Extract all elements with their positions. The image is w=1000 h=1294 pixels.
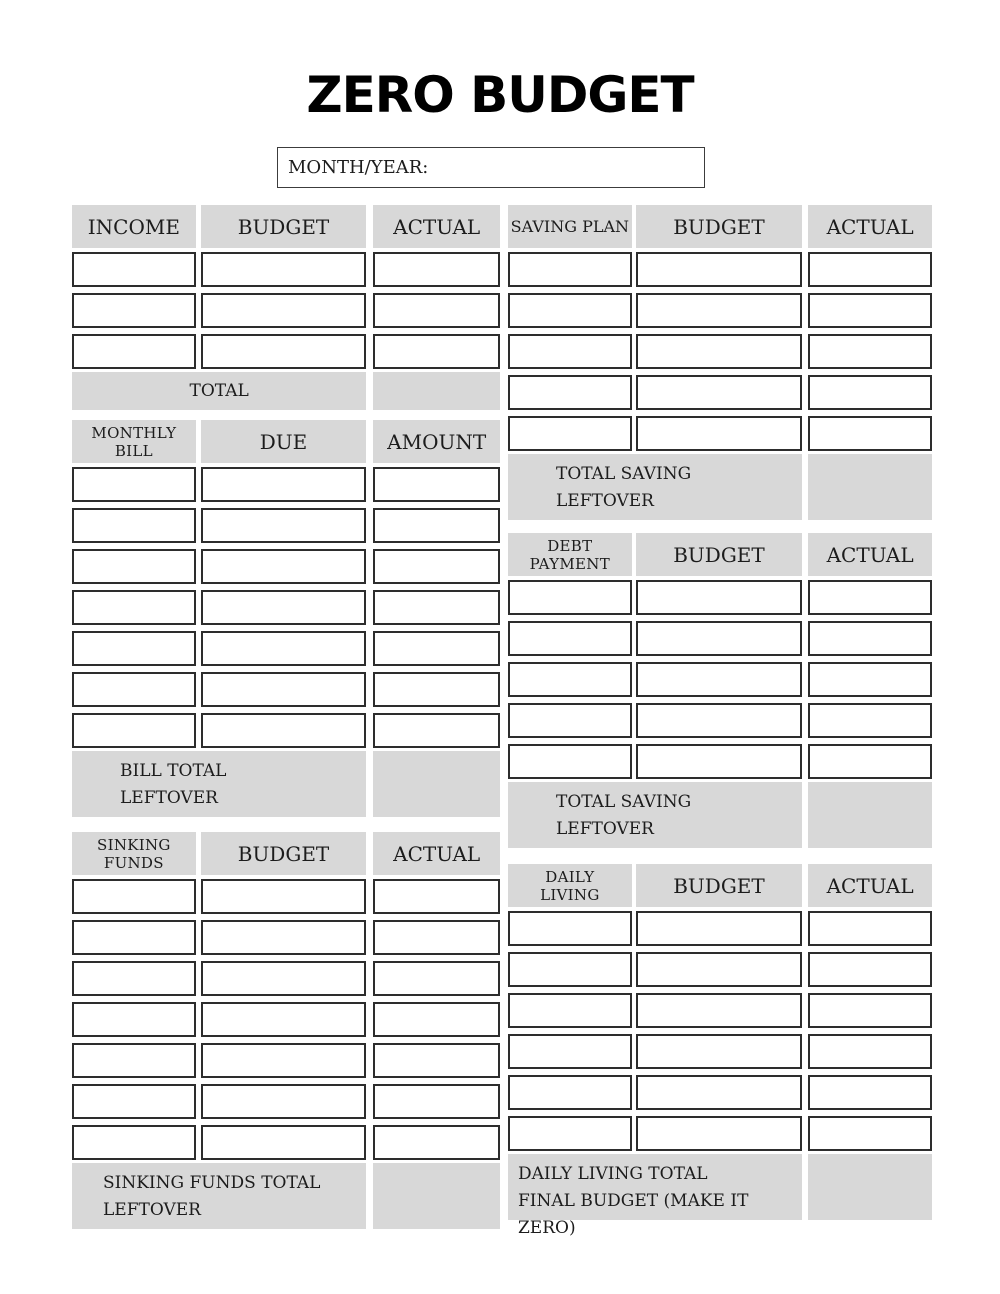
page-title: ZERO BUDGET [306, 66, 694, 124]
sinking-funds-c2-input-cell[interactable] [201, 1125, 367, 1160]
monthly-bill-header-name: MONTHLY BILL [72, 420, 196, 463]
daily-living-section [508, 864, 932, 1238]
debt-payment-row [508, 662, 932, 697]
bill-leftover-label: LEFTOVER [120, 788, 218, 808]
monthly-bill-c2-input-cell[interactable] [201, 467, 367, 502]
saving-plan-row [508, 252, 932, 287]
sinking-funds-section [72, 832, 500, 1229]
debt-payment-row [508, 703, 932, 738]
debt-payment-footer [508, 782, 932, 848]
right-column [508, 205, 932, 1238]
daily-living-c1-input-cell[interactable] [508, 993, 632, 1028]
monthly-bill-header-due: DUE [201, 420, 367, 463]
income-row [72, 293, 500, 328]
income-total-value-cell[interactable] [373, 372, 500, 410]
monthly-bill-c3-input-cell[interactable] [373, 631, 500, 666]
monthly-bill-footer [72, 751, 500, 817]
sinking-funds-c1-input-cell[interactable] [72, 879, 196, 914]
income-c2-input-cell[interactable] [201, 293, 367, 328]
saving-plan-footer [508, 454, 932, 520]
debt-payment-c2-input-cell[interactable] [636, 621, 803, 656]
daily-living-footer-labels [508, 1154, 802, 1238]
debt-payment-c2-input-cell[interactable] [636, 703, 803, 738]
sinking-funds-footer-value-cell[interactable] [373, 1163, 500, 1229]
saving-plan-header-actual: ACTUAL [808, 205, 932, 248]
monthly-bill-c2-input-cell[interactable] [201, 549, 367, 584]
saving-plan-c3-input-cell[interactable] [808, 293, 932, 328]
daily-living-c1-input-cell[interactable] [508, 1075, 632, 1110]
income-c3-input-cell[interactable] [373, 293, 500, 328]
debt-payment-row [508, 744, 932, 779]
sinking-funds-row [72, 879, 500, 914]
daily-living-footer-value-cell[interactable] [808, 1154, 932, 1220]
daily-living-c2-input-cell[interactable] [636, 952, 803, 987]
saving-plan-section [508, 205, 932, 520]
debt-payment-footer-labels [508, 782, 802, 848]
debt-leftover-label: LEFTOVER [556, 819, 654, 839]
monthly-bill-header-amount: AMOUNT [373, 420, 500, 463]
daily-living-rows [508, 911, 932, 1151]
monthly-bill-section [72, 420, 500, 817]
debt-payment-c2-input-cell[interactable] [636, 662, 803, 697]
debt-payment-c1-input-cell[interactable] [508, 744, 632, 779]
daily-living-c2-input-cell[interactable] [636, 993, 803, 1028]
daily-living-c3-input-cell[interactable] [808, 1116, 932, 1151]
debt-payment-c2-input-cell[interactable] [636, 744, 803, 779]
saving-plan-c2-input-cell[interactable] [636, 416, 803, 451]
daily-living-row [508, 1116, 932, 1151]
monthly-bill-c1-input-cell[interactable] [72, 590, 196, 625]
sinking-funds-row [72, 920, 500, 955]
debt-payment-section [508, 533, 932, 848]
income-c1-input-cell[interactable] [72, 293, 196, 328]
income-header [72, 205, 500, 248]
sinking-funds-total-label: SINKING FUNDS TOTAL [103, 1173, 321, 1193]
saving-plan-c1-input-cell[interactable] [508, 334, 632, 369]
final-budget-label: FINAL BUDGET (MAKE IT ZERO) [518, 1191, 749, 1238]
sinking-funds-c3-input-cell[interactable] [373, 961, 500, 996]
daily-living-c2-input-cell[interactable] [636, 1034, 803, 1069]
monthly-bill-row [72, 508, 500, 543]
saving-plan-rows [508, 252, 932, 451]
sinking-funds-c3-input-cell[interactable] [373, 1084, 500, 1119]
daily-living-c2-input-cell[interactable] [636, 1075, 803, 1110]
saving-plan-c2-input-cell[interactable] [636, 334, 803, 369]
saving-plan-c1-input-cell[interactable] [508, 375, 632, 410]
monthly-bill-row [72, 549, 500, 584]
daily-living-c3-input-cell[interactable] [808, 952, 932, 987]
month-year-label: MONTH/YEAR: [288, 157, 429, 178]
total-saving-label: TOTAL SAVING [556, 464, 692, 484]
sinking-funds-c1-input-cell[interactable] [72, 920, 196, 955]
saving-plan-row [508, 375, 932, 410]
debt-payment-c2-input-cell[interactable] [636, 580, 803, 615]
daily-living-row [508, 952, 932, 987]
daily-living-c2-input-cell[interactable] [636, 1116, 803, 1151]
saving-plan-c2-input-cell[interactable] [636, 252, 803, 287]
monthly-bill-c3-input-cell[interactable] [373, 590, 500, 625]
debt-total-saving-label: TOTAL SAVING [556, 792, 692, 812]
saving-plan-c3-input-cell[interactable] [808, 334, 932, 369]
daily-living-c1-input-cell[interactable] [508, 952, 632, 987]
income-total-label-cell: TOTAL [72, 372, 366, 410]
daily-living-header-budget: BUDGET [636, 864, 803, 907]
daily-living-total-label: DAILY LIVING TOTAL [518, 1164, 708, 1184]
sinking-funds-c1-input-cell[interactable] [72, 1002, 196, 1037]
monthly-bill-c3-input-cell[interactable] [373, 508, 500, 543]
monthly-bill-row [72, 672, 500, 707]
sinking-funds-c3-input-cell[interactable] [373, 1002, 500, 1037]
daily-living-row [508, 1075, 932, 1110]
sinking-funds-c3-input-cell[interactable] [373, 1125, 500, 1160]
income-header-name: INCOME [72, 205, 196, 248]
monthly-bill-row [72, 713, 500, 748]
debt-payment-header-name: DEBT PAYMENT [508, 533, 632, 576]
saving-plan-row [508, 334, 932, 369]
sinking-funds-c2-input-cell[interactable] [201, 1043, 367, 1078]
income-c3-input-cell[interactable] [373, 334, 500, 369]
daily-living-header-actual: ACTUAL [808, 864, 932, 907]
saving-plan-c2-input-cell[interactable] [636, 375, 803, 410]
debt-payment-c3-input-cell[interactable] [808, 744, 932, 779]
monthly-bill-c2-input-cell[interactable] [201, 713, 367, 748]
daily-living-c1-input-cell[interactable] [508, 1116, 632, 1151]
sinking-funds-c2-input-cell[interactable] [201, 920, 367, 955]
debt-payment-header-actual: ACTUAL [808, 533, 932, 576]
daily-living-header-name: DAILY LIVING [508, 864, 632, 907]
income-row [72, 252, 500, 287]
sinking-funds-c3-input-cell[interactable] [373, 879, 500, 914]
bill-total-label: BILL TOTAL [120, 761, 227, 781]
daily-living-row [508, 1034, 932, 1069]
saving-plan-header-name: SAVING PLAN [508, 205, 632, 248]
sinking-funds-header [72, 832, 500, 875]
monthly-bill-c1-input-cell[interactable] [72, 508, 196, 543]
saving-plan-row [508, 293, 932, 328]
income-c2-input-cell[interactable] [201, 252, 367, 287]
monthly-bill-row [72, 631, 500, 666]
sinking-funds-c3-input-cell[interactable] [373, 1043, 500, 1078]
sinking-funds-c1-input-cell[interactable] [72, 1043, 196, 1078]
sinking-funds-footer-labels [72, 1163, 366, 1229]
income-footer [72, 372, 500, 410]
debt-payment-row [508, 580, 932, 615]
sinking-funds-c1-input-cell[interactable] [72, 1084, 196, 1119]
sinking-funds-footer [72, 1163, 500, 1229]
daily-living-footer [508, 1154, 932, 1238]
sinking-funds-c3-input-cell[interactable] [373, 920, 500, 955]
sinking-funds-c2-input-cell[interactable] [201, 1002, 367, 1037]
sinking-funds-c2-input-cell[interactable] [201, 1084, 367, 1119]
saving-plan-c3-input-cell[interactable] [808, 416, 932, 451]
saving-plan-row [508, 416, 932, 451]
income-section [72, 205, 500, 410]
daily-living-c3-input-cell[interactable] [808, 911, 932, 946]
saving-plan-footer-value-cell[interactable] [808, 454, 932, 520]
sinking-funds-row [72, 1084, 500, 1119]
sinking-funds-header-actual: ACTUAL [373, 832, 500, 875]
saving-plan-c2-input-cell[interactable] [636, 293, 803, 328]
income-c2-input-cell[interactable] [201, 334, 367, 369]
income-c1-input-cell[interactable] [72, 334, 196, 369]
income-c1-input-cell[interactable] [72, 252, 196, 287]
daily-living-row [508, 993, 932, 1028]
income-c3-input-cell[interactable] [373, 252, 500, 287]
sinking-funds-c1-input-cell[interactable] [72, 1125, 196, 1160]
income-row [72, 334, 500, 369]
sinking-funds-row [72, 961, 500, 996]
monthly-bill-c2-input-cell[interactable] [201, 672, 367, 707]
saving-plan-header-budget: BUDGET [636, 205, 803, 248]
debt-payment-header [508, 533, 932, 576]
monthly-bill-c3-input-cell[interactable] [373, 713, 500, 748]
debt-payment-c1-input-cell[interactable] [508, 662, 632, 697]
income-rows [72, 252, 500, 369]
monthly-bill-c1-input-cell[interactable] [72, 713, 196, 748]
debt-payment-c1-input-cell[interactable] [508, 621, 632, 656]
sinking-funds-row [72, 1043, 500, 1078]
income-header-actual: ACTUAL [373, 205, 500, 248]
monthly-bill-c1-input-cell[interactable] [72, 631, 196, 666]
debt-payment-header-budget: BUDGET [636, 533, 803, 576]
monthly-bill-c2-input-cell[interactable] [201, 631, 367, 666]
monthly-bill-row [72, 590, 500, 625]
monthly-bill-footer-labels [72, 751, 366, 817]
debt-payment-c3-input-cell[interactable] [808, 703, 932, 738]
monthly-bill-c3-input-cell[interactable] [373, 467, 500, 502]
debt-payment-c1-input-cell[interactable] [508, 703, 632, 738]
monthly-bill-c3-input-cell[interactable] [373, 549, 500, 584]
debt-payment-c3-input-cell[interactable] [808, 580, 932, 615]
sinking-funds-leftover-label: LEFTOVER [103, 1200, 201, 1220]
saving-plan-footer-labels [508, 454, 802, 520]
monthly-bill-c1-input-cell[interactable] [72, 672, 196, 707]
daily-living-c1-input-cell[interactable] [508, 911, 632, 946]
debt-payment-c3-input-cell[interactable] [808, 621, 932, 656]
debt-payment-footer-value-cell[interactable] [808, 782, 932, 848]
monthly-bill-c1-input-cell[interactable] [72, 467, 196, 502]
income-header-budget: BUDGET [201, 205, 367, 248]
debt-payment-c3-input-cell[interactable] [808, 662, 932, 697]
monthly-bill-rows [72, 467, 500, 748]
monthly-bill-c3-input-cell[interactable] [373, 672, 500, 707]
monthly-bill-row [72, 467, 500, 502]
sinking-funds-rows [72, 879, 500, 1160]
sinking-funds-row [72, 1125, 500, 1160]
sinking-funds-c1-input-cell[interactable] [72, 961, 196, 996]
debt-payment-row [508, 621, 932, 656]
daily-living-c3-input-cell[interactable] [808, 1034, 932, 1069]
saving-plan-c3-input-cell[interactable] [808, 375, 932, 410]
sinking-funds-c2-input-cell[interactable] [201, 961, 367, 996]
saving-plan-c1-input-cell[interactable] [508, 252, 632, 287]
left-column [72, 205, 500, 1229]
saving-plan-header [508, 205, 932, 248]
debt-payment-c1-input-cell[interactable] [508, 580, 632, 615]
daily-living-c3-input-cell[interactable] [808, 993, 932, 1028]
daily-living-c1-input-cell[interactable] [508, 1034, 632, 1069]
daily-living-header [508, 864, 932, 907]
month-year-field[interactable] [277, 147, 705, 188]
saving-plan-c3-input-cell[interactable] [808, 252, 932, 287]
monthly-bill-header [72, 420, 500, 463]
sinking-funds-c2-input-cell[interactable] [201, 879, 367, 914]
saving-plan-c1-input-cell[interactable] [508, 416, 632, 451]
saving-leftover-label: LEFTOVER [556, 491, 654, 511]
monthly-bill-c2-input-cell[interactable] [201, 590, 367, 625]
monthly-bill-c2-input-cell[interactable] [201, 508, 367, 543]
daily-living-c2-input-cell[interactable] [636, 911, 803, 946]
saving-plan-c1-input-cell[interactable] [508, 293, 632, 328]
sinking-funds-header-budget: BUDGET [201, 832, 367, 875]
daily-living-row [508, 911, 932, 946]
sinking-funds-header-name: SINKING FUNDS [72, 832, 196, 875]
daily-living-c3-input-cell[interactable] [808, 1075, 932, 1110]
monthly-bill-c1-input-cell[interactable] [72, 549, 196, 584]
monthly-bill-footer-value-cell[interactable] [373, 751, 500, 817]
sinking-funds-row [72, 1002, 500, 1037]
debt-payment-rows [508, 580, 932, 779]
